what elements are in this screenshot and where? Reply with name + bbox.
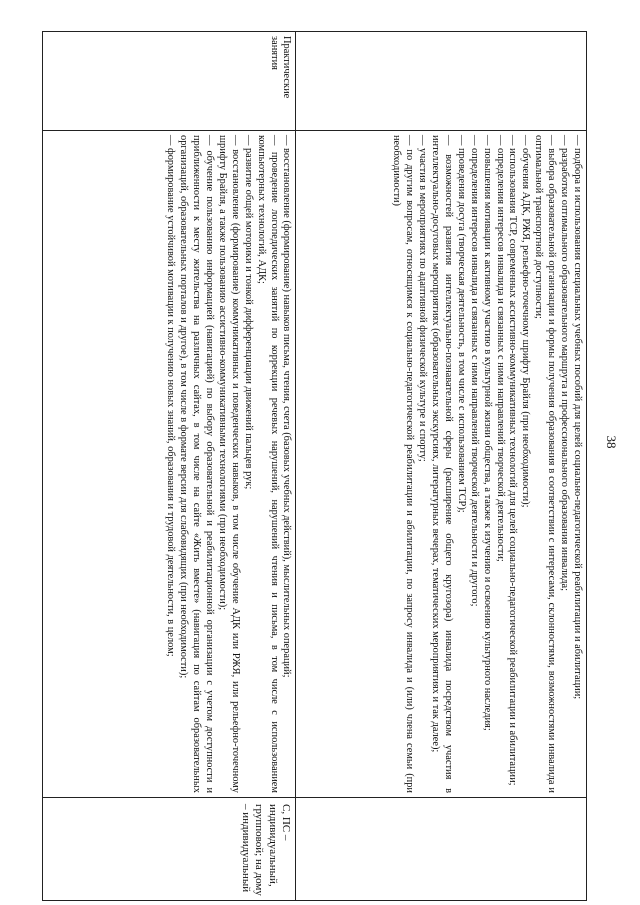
row2-label-cell: Практические занятия xyxy=(43,32,296,131)
row2-content-cell xyxy=(43,131,296,798)
row1-label-cell xyxy=(296,32,587,131)
list-item: — формирование устойчивой мотивации к получению новых знаний, образования и трудовой деятельности, в целом; xyxy=(165,135,177,657)
list-item: — возможностей развития интеллектуально-познавательной сферы (расширение общего кругозора) инвалида посредством участия в интеллектуально-досуговых мероприятиях (образовательных экскурсиях, литературных вечерах, тематических мероприятиях и так далее); xyxy=(430,135,454,793)
list-item: — подбора и использования специальных учебных пособий для целей социально-педагогической реабилитации и абилитации; xyxy=(572,135,583,700)
list-item: — проведение логопедических занятий по коррекции речевых нарушений, нарушений чтения и письма, в том числе с использованием компьютерных технологий, АДК; xyxy=(255,135,280,793)
row2-format-cell: С, ПС – индивидуальный, групповой; на дому – индивидуальный xyxy=(43,798,296,901)
list-item: — по другим вопросам, относящимся к социально-педагогической реабилитации и абилитации, по запросу инвалида и (или) члена семьи (при необходимости) xyxy=(391,135,416,793)
list-item: — проведения досуга (творческая деятельность, в том числе с использованием ТСР); xyxy=(455,135,467,513)
table-row xyxy=(296,32,587,901)
list-item: — разработки оптимального образовательного маршрута и профессионального образования инвалида; xyxy=(559,135,571,592)
table-row xyxy=(43,32,296,901)
list-item: — обучение пользованию информацией (навигацией) по выбору образовательной и реабилитационной организации с учетом доступности и приближенности к месту жительства на различных сайтах, в том числе на сайте «Жить вместе» (навигация по сайтам образовательных организаций, образовательных порталов и другое), в том числе в формате версии для слабовидящих (при необходимости); xyxy=(178,135,216,793)
page-number: 38 xyxy=(604,435,619,449)
list-item: — повышения мотивации к активному участию в культурной жизни общества, а также к изучению и освоению культурного наследия; xyxy=(481,135,493,731)
services-table xyxy=(42,31,587,901)
list-item: — выбора образовательной организации и формы получения образования в соответствии с интересами, склонностями, возможностями инвалида и оптимальной транспортной доступности; xyxy=(533,135,558,793)
rotated-table xyxy=(42,31,587,901)
list-item: — использования ТСР, современных ассистивно-коммуникативных технологий для целей социально-педагогической реабилитации и абилитации; xyxy=(507,135,519,786)
row1-content-cell xyxy=(296,131,587,798)
row1-format-cell xyxy=(296,798,587,901)
list-item: — развитие общей моторики и тонкой дифференциации движений пальцев рук; xyxy=(242,135,254,490)
list-item: — обучения АДК, РЖЯ, рельефно-точечному шрифту Брайля (при необходимости); xyxy=(520,135,532,508)
list-item: — восстановление (формирование) коммуникативных и поведенческих навыков, в том числе обучение АДК или РЖЯ, или рельефно-точечному шрифту Брайля, а также пользованию ассистивно-коммуникативными технологиями (при необходимости); xyxy=(216,135,241,793)
list-item: — восстановление (формирование) навыков письма, чтения, счета (базовых учебных действий), мыслительных операций; xyxy=(281,135,293,678)
list-item: — определения интересов инвалида и связанных с ними направлений творческой деятельности; xyxy=(494,135,506,562)
rotated-table-frame xyxy=(42,31,587,901)
list-item: — участия в мероприятиях по адаптивной физической культуре и спорту; xyxy=(417,135,429,462)
list-item: — определения интересов инвалида и связанных с ними направлений творческой деятельности и другого; xyxy=(468,135,480,607)
